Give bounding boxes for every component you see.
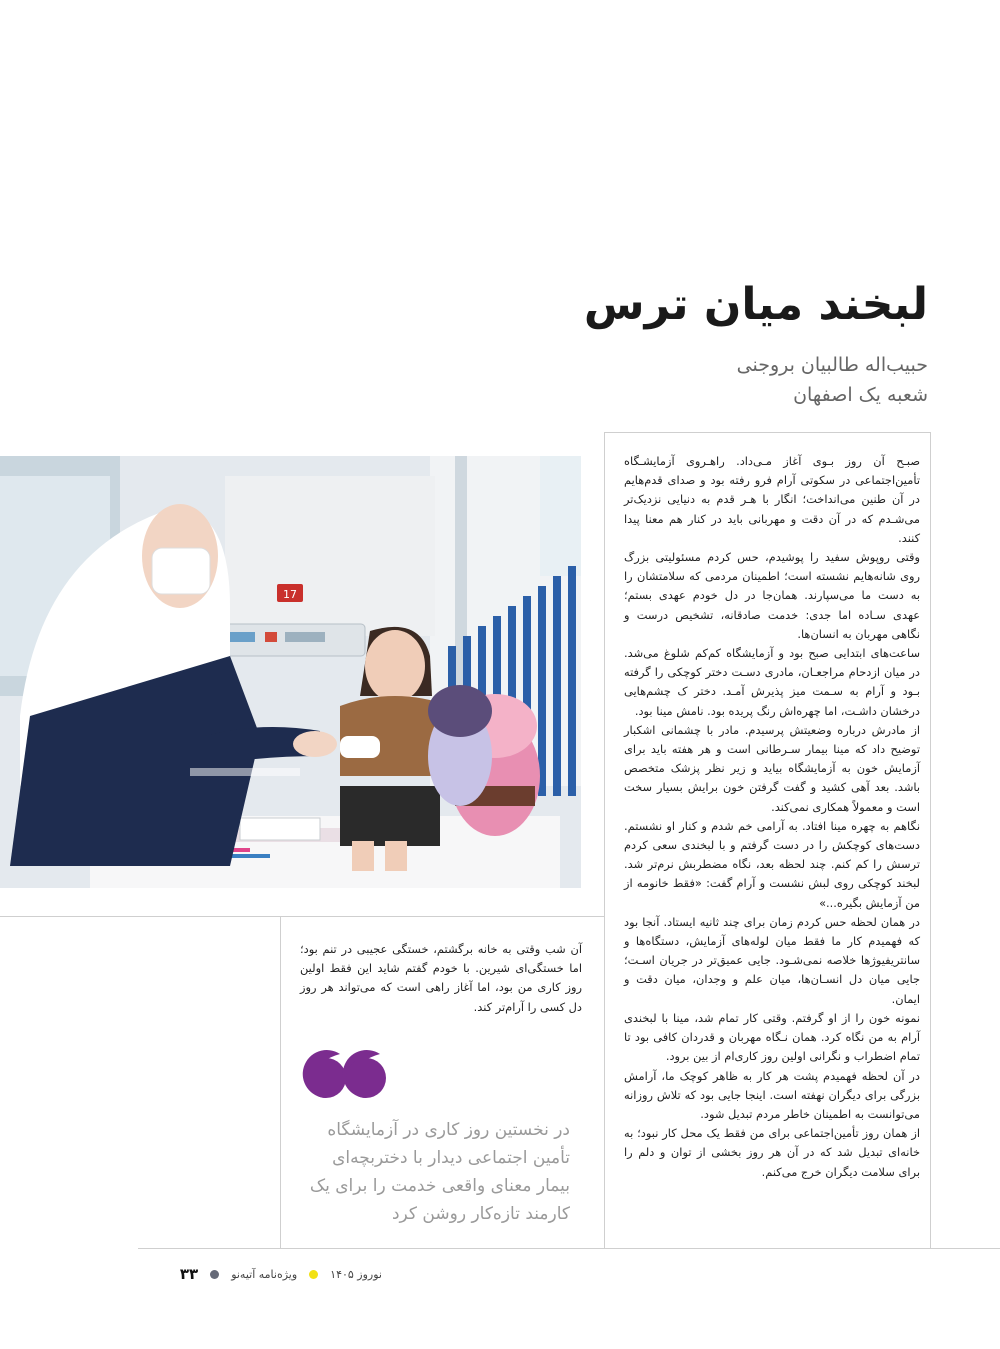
page-footer (132, 1262, 382, 1286)
publication-name: ویژه‌نامه آتیه‌نو (231, 1267, 298, 1281)
author-name: حبیب‌اله طالبیان بروجنی (736, 354, 928, 376)
footer-rule (138, 1248, 1000, 1249)
photo-bottom-rule (0, 916, 604, 917)
paragraph: در همان لحظه حس کردم زمان برای چند ثانیه ایستاد. آنجا بود که فهمیدم کار ما فقط میان لوله‌های آزمایش، دستگاه‌ها و سانتریفیوژها خلاصه نمی‌شـود. جایی عمیق‌تر در جریان اسـت؛ جایی میان دل انسـان‌ها، میان علم و وجدان، میان دقت و ایمان. (624, 914, 920, 1006)
column-right-border (930, 432, 931, 1248)
author-block (528, 350, 928, 410)
room-number: 17 (283, 588, 297, 601)
article-body-mid (300, 940, 582, 1017)
paragraph: آن شب وقتی به خانه برگشتم، خستگی عجیبی در تنم بود؛ اما خستگی‌ای شیرین. با خودم گفتم شاید این فقط اولین روز کاری من بود، اما آغاز راهی است که می‌تواند هر روز دل کسی را آرام‌تر کند. (300, 942, 582, 1014)
article-title: لبخند میان ترس (583, 279, 928, 330)
article-body-right (624, 452, 920, 1182)
page-number: ۳۳ (179, 1265, 199, 1283)
article-photo (0, 456, 581, 888)
paragraph: وقتی روپوش سفید را پوشیدم، حس کردم مسئولیتی بزرگ روی شانه‌هایم نشسته است؛ اطمینان مردمی که سلامتشان را به دست ما می‌سپارند. همان‌جا در دل خودم عهدی بستم؛ عهدی سـاده اما جدی: خدمت صادقانه، تشخیص درست و نگاهی مهربان به انسان‌ها. (624, 550, 920, 641)
issue-label: نوروز ۱۴۰۵ (330, 1267, 382, 1281)
paragraph: در آن لحظه فهمیدم پشت هر کار به ظاهر کوچک ما، آرامش بزرگی برای دیگران نهفته است. اینجا جایی بود که تلاش روزانه می‌توانست به اطمینان خاطر مردم تبدیل شود. (624, 1068, 920, 1121)
paragraph: صبـح آن روز بـوی آغاز مـی‌داد. راهـروی آزمایشـگاه تأمین‌اجتماعی در سکوتی آرام فرو رفته بود و صدای قدم‌هایم در آن طنین می‌انداخت؛ انگار با هـر قدم به دنیایی نزدیک‌تر می‌شـدم که در آن دقت و مهربانی باید در کنار هم معنا پیدا کنند. (624, 454, 920, 545)
paragraph: ساعت‌های ابتدایی صبح بود و آزمایشگاه کم‌کم شلوغ می‌شد. در میان ازدحام مراجعـان، مادری دسـت دختر کوچکی را گرفته بـود و آرام به سـمت میز پذیرش آمـد. دختر ک چشم‌هایی درخشان داشـت، اما چهره‌اش رنگ پریده بود. نامش مینا بود. (624, 646, 920, 718)
paragraph: نمونه خون را از او گرفتم. وقتی کار تمام شد، مینا با لبخندی آرام به من نگاه کرد. همان نـگاه مهربان و قدردان کافی بود تا تمام اضطراب و نگرانی اولین روز کاری‌ام از بین برود. (624, 1010, 920, 1064)
pull-quote: در نخستین روز کاری در آزمایشگاه تأمین اجتماعی دیدار با دختربچه‌ای بیمار معنای واقعی خدمت را برای یک کارمند تازه‌کار روشن کرد (309, 1120, 570, 1224)
column-divider-mid (280, 916, 281, 1248)
gray-dot-icon (210, 1270, 219, 1279)
column-top-rule (604, 432, 930, 433)
paragraph: از مادرش درباره وضعیتش پرسیدم. مادر با چشمانی اشکبار توضیح داد که مینا بیمار سـرطانی است و هر هفته باید برای آزمایش خون به آزمایشگاه بیاید و زیر نظر پزشک متخصص باشد. بعد آهی کشید و گفت گرفتن خون برایش بسیار سخت است و معمولاً همکاری نمی‌کند. (624, 722, 920, 814)
quote-mark-icon (300, 1046, 390, 1098)
author-branch: شعبه یک اصفهان (793, 384, 928, 406)
paragraph: نگاهم به چهره مینا افتاد. به آرامی خم شدم و کنار او نشستم. دست‌های کوچکش را در دست گرفتم و با لبخندی سعی کردم ترسش را کم کنم. چند لحظه بعد، نگاه مضطربش نرم‌تر شد. لبخند کوچکی روی لبش نشست و آرام گفت: «فقط خانومه از من آزمایش بگیره...» (624, 818, 920, 910)
paragraph: از همان روز تأمین‌اجتماعی برای من فقط یک محل کار نبود؛ به خانه‌ای تبدیل شد که در آن هر روز بخشی از توان و دلم را برای سلامت دیگران خرج می‌کنم. (624, 1126, 920, 1179)
yellow-dot-icon (309, 1270, 318, 1279)
column-divider-right (604, 432, 605, 1248)
